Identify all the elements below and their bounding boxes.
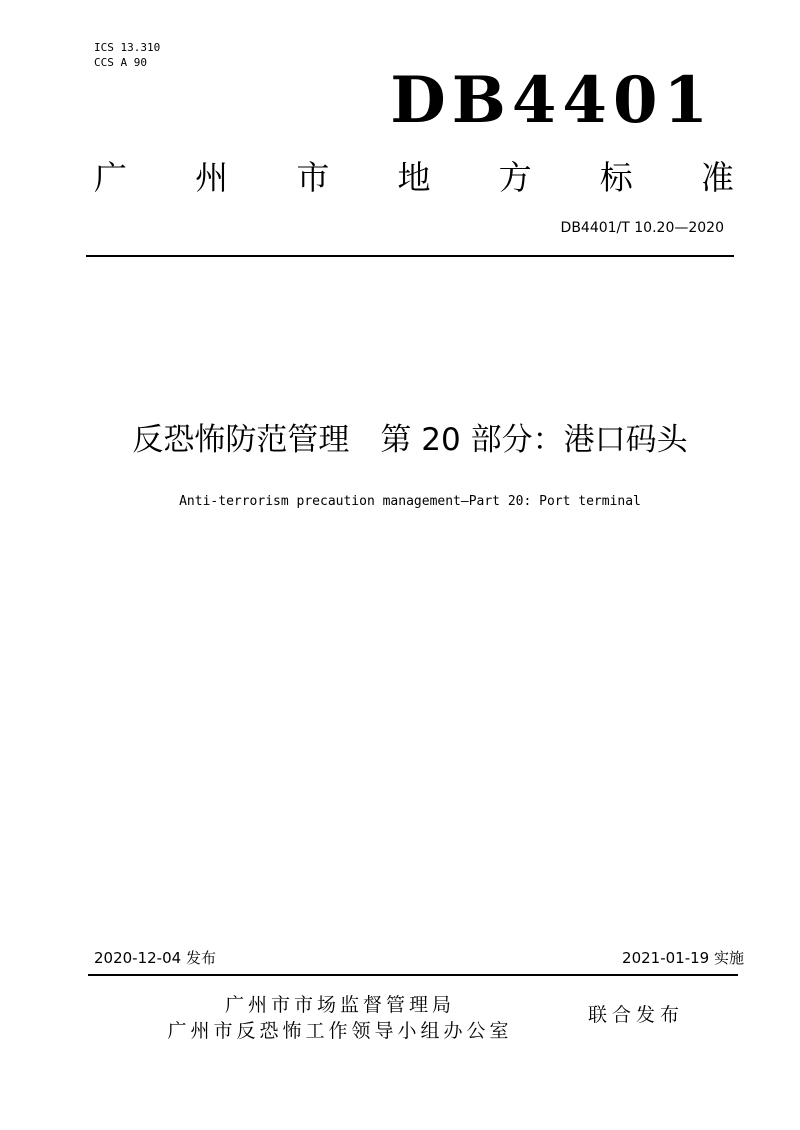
issuer-name: 广州市反恐怖工作领导小组办公室 (167, 1020, 513, 1042)
document-title-english: Anti-terrorism precaution management—Part 20: Port terminal (179, 494, 641, 509)
issue-date: 2020-12-04 发布 (94, 949, 216, 967)
standard-type-char: 广 (94, 158, 127, 197)
standard-type-char: 市 (296, 158, 330, 197)
standard-type-char: 州 (195, 158, 229, 197)
standard-type-char: 标 (599, 158, 633, 197)
classification-codes (94, 40, 160, 70)
document-title-chinese: 反恐怖防范管理 第 20 部分：港口码头 (132, 422, 688, 458)
ccs-code: CCS A 90 (94, 56, 147, 69)
issuing-authorities (120, 992, 560, 1044)
ics-code: ICS 13.310 (94, 41, 161, 54)
standard-type-char: 地 (397, 158, 431, 197)
header-divider (86, 255, 734, 257)
standard-type (94, 156, 734, 200)
issuer-name: 广州市市场监督管理局 (224, 994, 455, 1016)
implementation-date: 2021-01-19 实施 (622, 949, 744, 967)
standard-type-char: 方 (498, 158, 532, 197)
footer-divider (88, 974, 738, 976)
standard-type-char: 准 (700, 158, 734, 197)
standard-number: DB4401/T 10.20—2020 (560, 220, 724, 236)
joint-release-label: 联合发布 (588, 1004, 685, 1026)
db-code: DB4401 (390, 63, 714, 138)
